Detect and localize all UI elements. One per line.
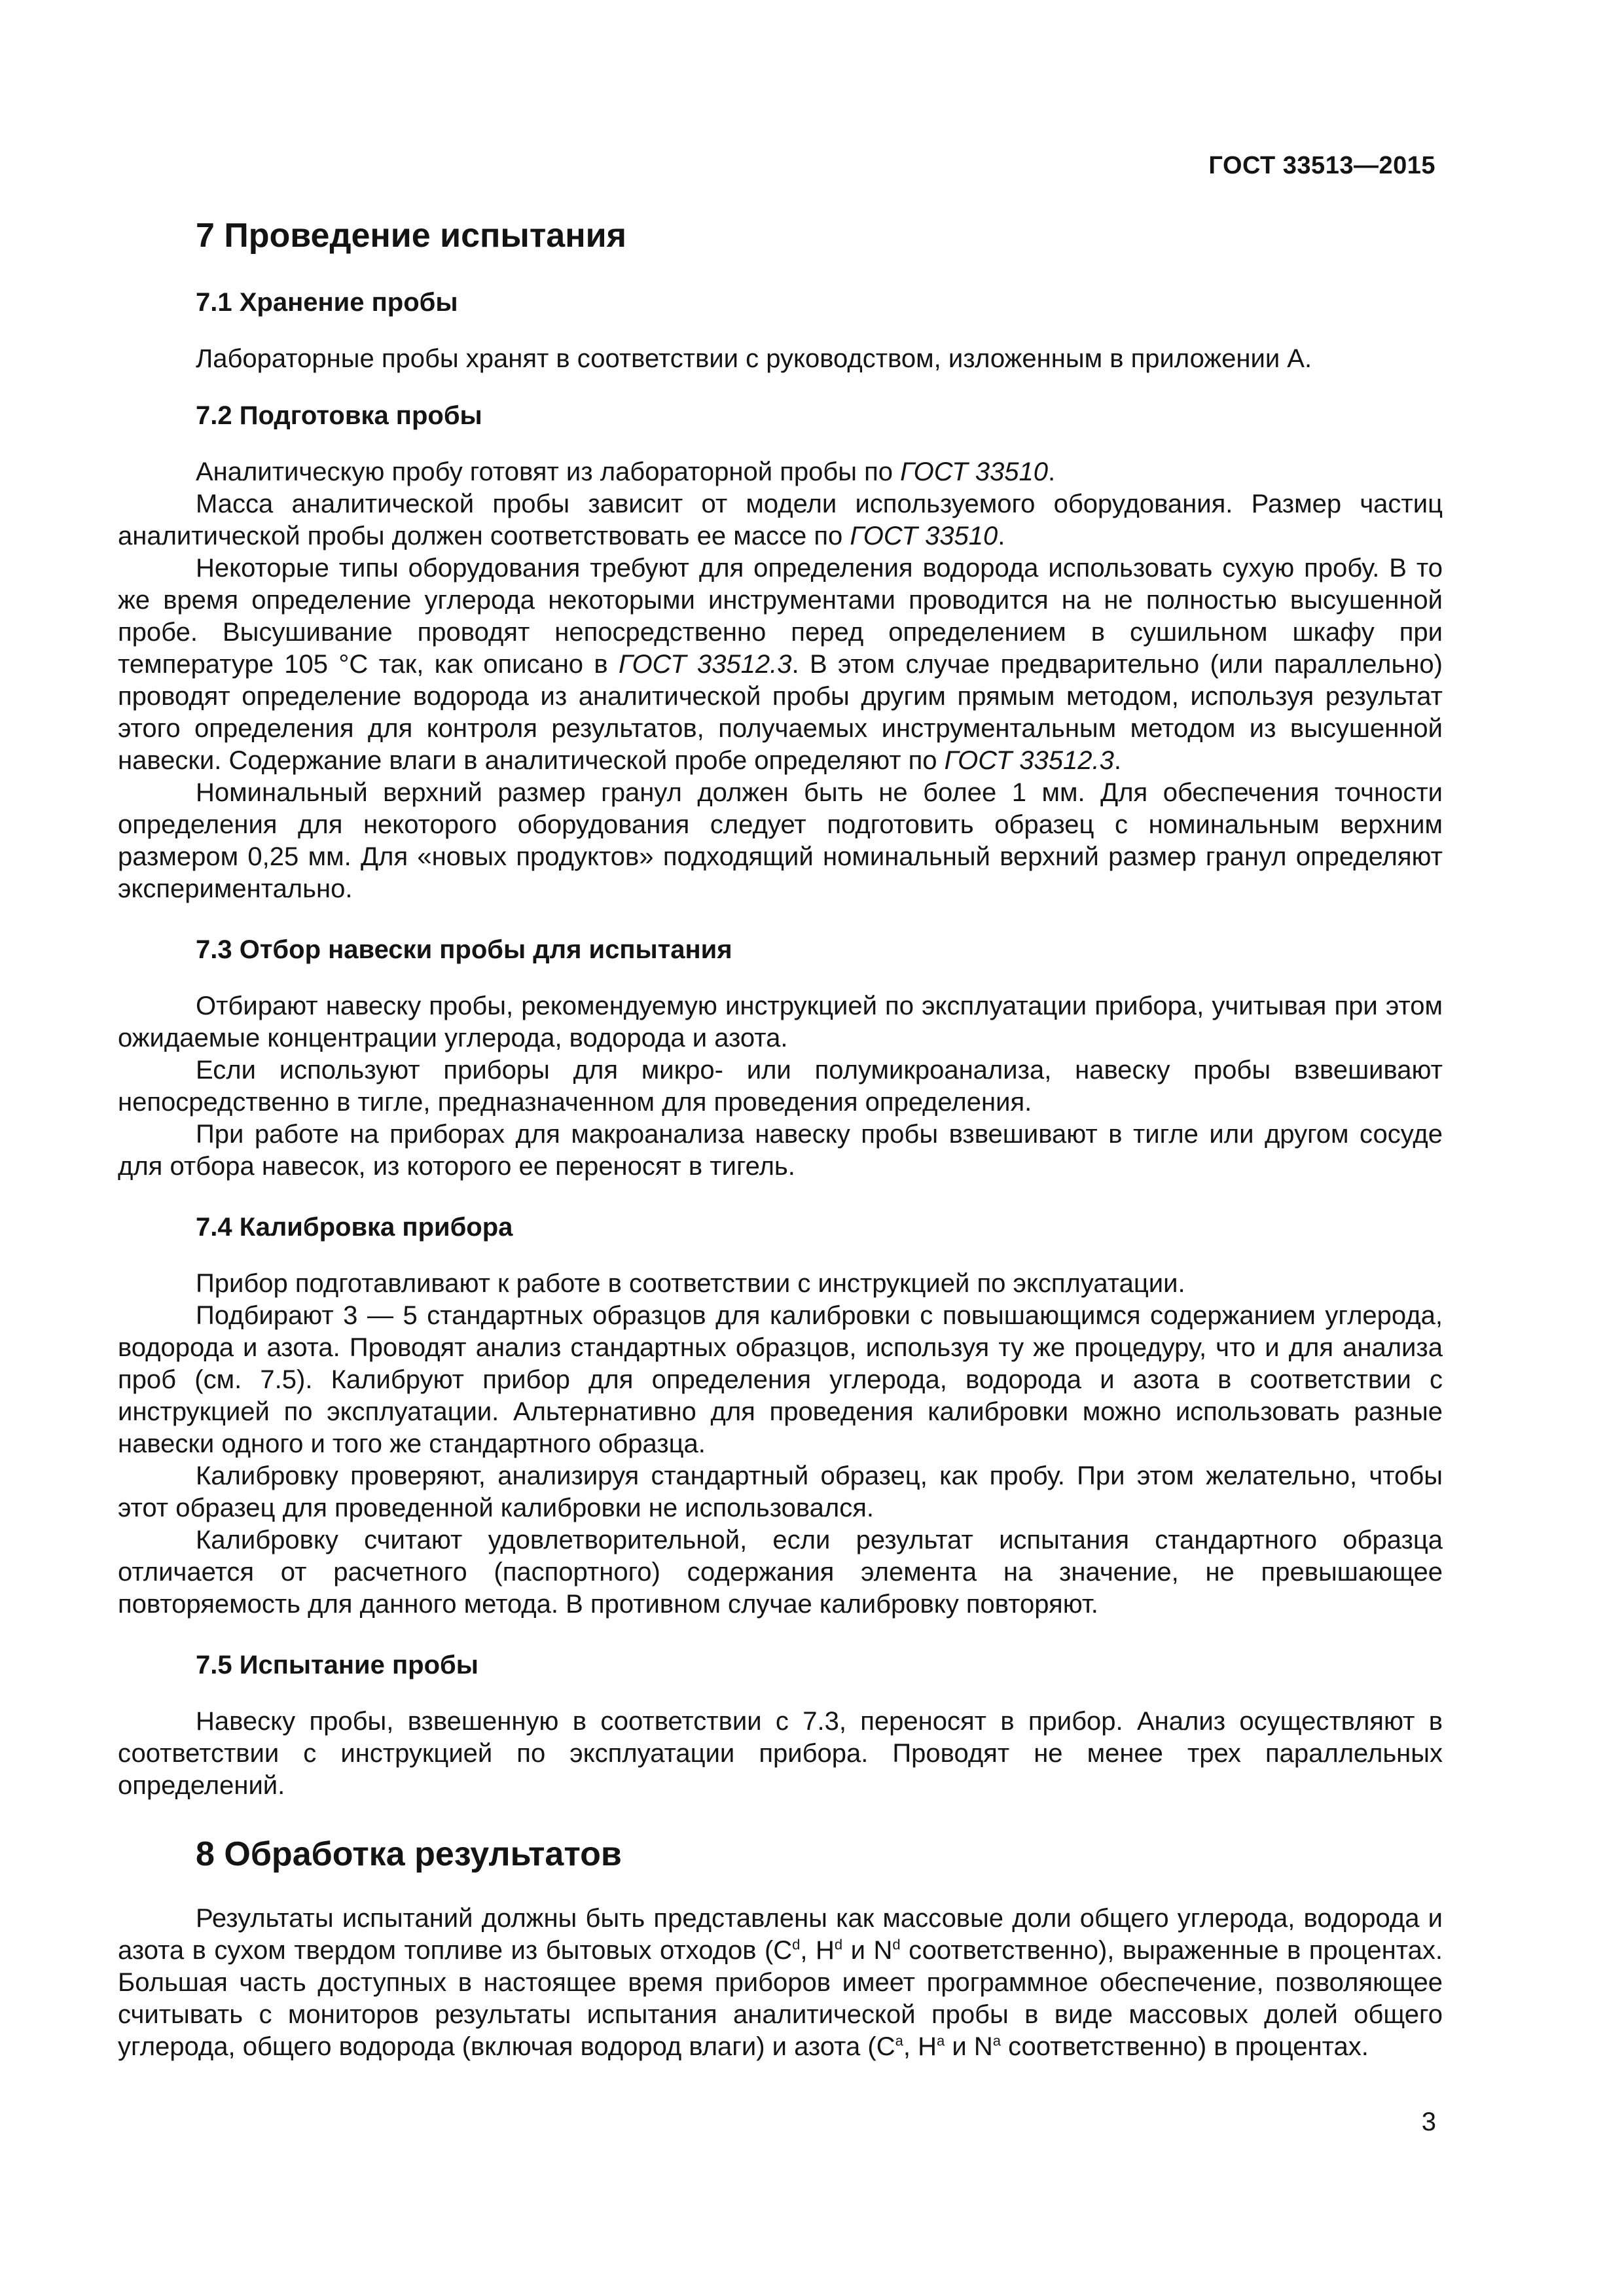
section-7-heading: 7 Проведение испытания <box>196 217 626 255</box>
standard-reference: ГОСТ 33512.3 <box>944 746 1114 775</box>
section-7-3-paragraph-1: Отбирают навеску пробы, рекомендуемую инструкцией по эксплуатации прибора, учитывая при этом ожидаемые концентрации углерода, водорода и азота. <box>118 992 1443 1052</box>
section-7-5-heading: 7.5 Испытание пробы <box>196 1651 478 1679</box>
standard-reference: ГОСТ 33510 <box>900 457 1049 486</box>
section-7-3-paragraph-3: При работе на приборах для макроанализа навеску пробы взвешивают в тигле или другом сосуде для отбора навесок, из которого ее переносят в тигель. <box>118 1120 1443 1181</box>
section-7-2-paragraph-4: Номинальный верхний размер гранул должен быть не более 1 мм. Для обеспечения точности определения для некоторого оборудования следует подготовить образец с номинальным верхним размером 0,25 мм. Для «новых продуктов» подходящий номинальный верхний размер гранул определяют экспериментально. <box>118 778 1443 903</box>
section-7-2-paragraph-1: Аналитическую пробу готовят из лабораторной пробы по ГОСТ 33510. <box>196 457 1056 486</box>
superscript-a: a <box>895 2032 903 2049</box>
section-7-4-heading: 7.4 Калибровка прибора <box>196 1213 513 1242</box>
section-7-4-paragraph-1: Прибор подготавливают к работе в соответствии с инструкцией по эксплуатации. <box>196 1269 1185 1298</box>
superscript-a: a <box>937 2032 945 2049</box>
superscript-d: d <box>792 1936 801 1953</box>
section-7-2-paragraph-3: Некоторые типы оборудования требуют для определения водорода использовать сухую пробу. В то же время определение углерода некоторыми инструментами проводится на не полностью высушенной пробе. Высушивание проводят непосредственно перед определением в сушильном шкафу при температуре 105 °С так, как описано в ГОСТ 33512.3. В этом случае предварительно (или параллельно) проводят определение водорода из аналитической пробы другим прямым методом, используя результат этого определения для контроля результатов, получаемых инструментальным методом из высушенной навески. Содержание влаги в аналитической пробе определяют по ГОСТ 33512.3. <box>118 554 1443 775</box>
section-7-5-paragraph-1: Навеску пробы, взвешенную в соответствии с 7.3, переносят в прибор. Анализ осуществляют в соответствии с инструкцией по эксплуатации прибора. Проводят не менее трех параллельных определений. <box>118 1707 1443 1800</box>
page-number: 3 <box>1421 2108 1436 2136</box>
section-8-heading: 8 Обработка результатов <box>196 1835 622 1873</box>
section-7-4-paragraph-4: Калибровку считают удовлетворительной, если результат испытания стандартного образца отличается от расчетного (паспортного) содержания элемента на значение, не превышающее повторяемость для данного метода. В противном случае калибровку повторяют. <box>118 1526 1443 1619</box>
section-7-2-heading: 7.2 Подготовка пробы <box>196 401 482 430</box>
page-content <box>118 209 1443 2063</box>
section-8-paragraph-1: Результаты испытаний должны быть представлены как массовые доли общего углерода, водорода и азота в сухом твердом топливе из бытовых отходов ($С^d$, $Н^d$ и $N^d$ соответственно), выраженные в процентах. Большая часть доступных в настоящее время приборов имеет программное обеспечение, позволяющее считывать с мониторов результаты испытания аналитической пробы в виде массовых долей общего углерода, общего водорода (включая водород влаги) и азота ($С^a$, $Н^a$ и $N^a$ соответственно) в процентах. <box>118 1904 1443 2061</box>
section-7-4-paragraph-3: Калибровку проверяют, анализируя стандартный образец, как пробу. При этом желательно, чтобы этот образец для проведенной калибровки не использовался. <box>118 1462 1443 1522</box>
standard-reference: ГОСТ 33510 <box>850 522 998 550</box>
document-code: ГОСТ 33513—2015 <box>1208 152 1435 179</box>
superscript-a: a <box>992 2032 1001 2049</box>
section-7-4-paragraph-2: Подбирают 3 — 5 стандартных образцов для калибровки с повышающимся содержанием углерода, водорода и азота. Проводят анализ стандартных образцов, используя ту же процедуру, что и для анализа проб (см. 7.5). Калибруют прибор для определения углерода, водорода и азота в соответствии с инструкцией по эксплуатации. Альтернативно для проведения калибровки можно использовать разные навески одного и того же стандартного образца. <box>118 1301 1443 1458</box>
superscript-d: d <box>892 1936 901 1953</box>
standard-reference: ГОСТ 33512.3 <box>619 650 792 679</box>
section-7-3-heading: 7.3 Отбор навески пробы для испытания <box>196 935 732 964</box>
section-7-1-heading: 7.1 Хранение пробы <box>196 288 458 317</box>
section-7-1-paragraph: Лабораторные пробы хранят в соответствии с руководством, изложенным в приложении А. <box>196 344 1312 373</box>
section-7-3-paragraph-2: Если используют приборы для микро- или полумикроанализа, навеску пробы взвешивают непосредственно в тигле, предназначенном для проведения определения. <box>118 1056 1443 1117</box>
section-7-2-paragraph-2: Масса аналитической пробы зависит от модели используемого оборудования. Размер частиц аналитической пробы должен соответствовать ее массе по ГОСТ 33510. <box>118 490 1443 550</box>
superscript-d: d <box>834 1936 843 1953</box>
